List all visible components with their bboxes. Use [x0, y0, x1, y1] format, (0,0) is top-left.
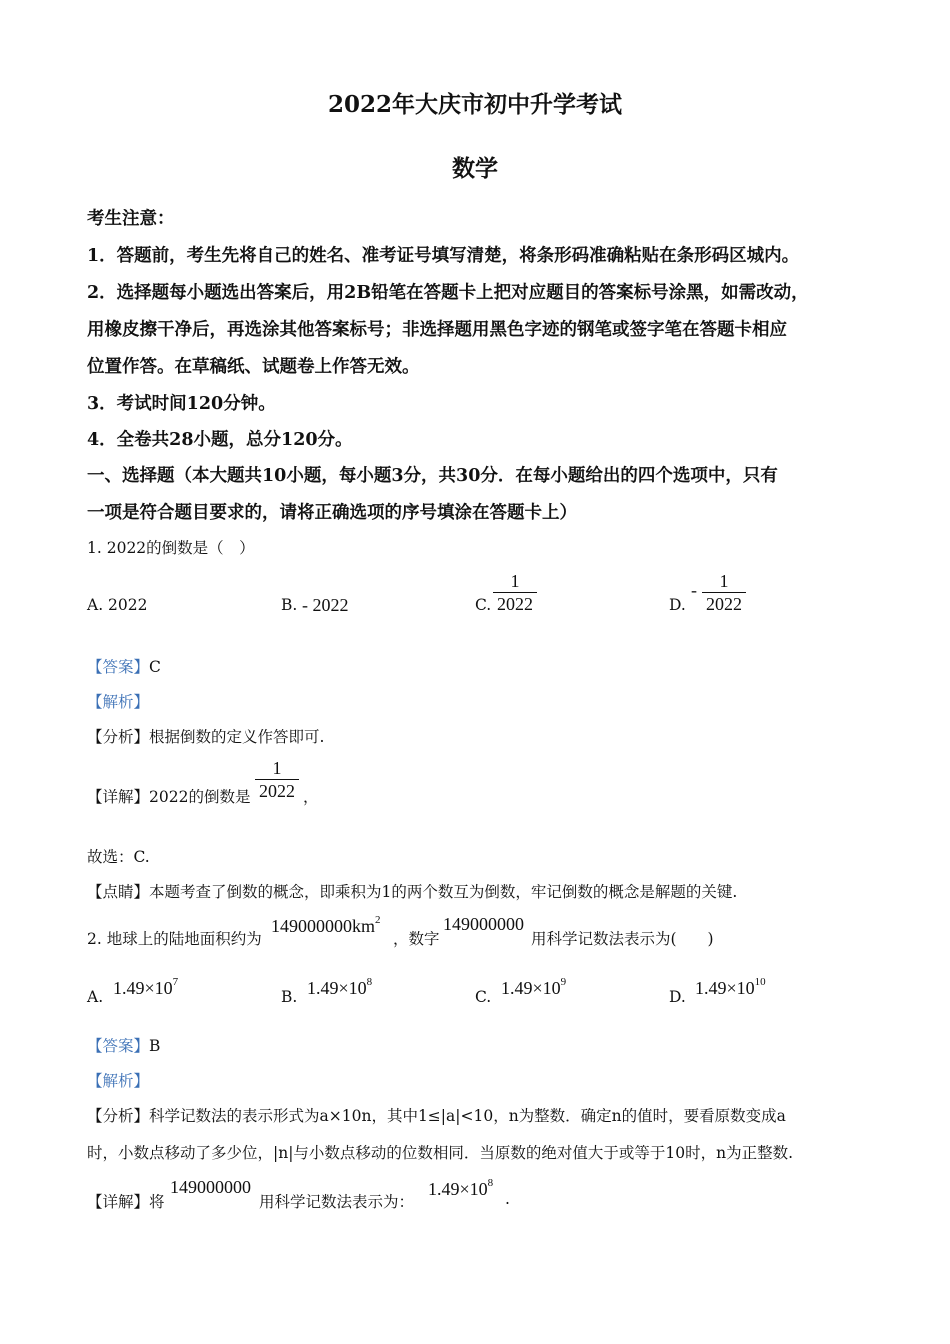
option-exponent: 10 [754, 976, 766, 988]
fenxi-tag: 【分析】 [87, 728, 150, 746]
detail-tag: 【详解】 [87, 1193, 150, 1211]
fraction-numerator: 1 [272, 758, 282, 778]
option-base: 1.49×10 [695, 978, 755, 998]
option-d-sign: - [691, 580, 697, 600]
detail-line [87, 1190, 165, 1212]
fenxi-tag: 【分析】 [87, 1107, 150, 1125]
dianjing-tag: 【点睛】 [87, 883, 150, 901]
dianjing-line [87, 880, 737, 902]
option-c-label: C. [475, 988, 492, 1006]
detail-mid: 用科学记数法表示为： [259, 1193, 415, 1211]
option-base: 1.49×10 [501, 978, 561, 998]
fenxi-line-2: 时，小数点移动了多少位，|n|与小数点移动的位数相同．当原数的绝对值大于或等于10时，n为正整数. [87, 1144, 794, 1162]
option-c-value [501, 976, 566, 999]
detail-line [87, 785, 250, 807]
fenxi-text: 科学记数法的表示形式为a×10n，其中1≤|a|<10，n为整数．确定n的值时，要看原数变成a [149, 1107, 786, 1125]
fraction-denominator: 2022 [259, 781, 295, 801]
option-exponent: 7 [172, 976, 179, 988]
fraction-numerator: 1 [719, 571, 729, 591]
answer-value: C [149, 658, 161, 676]
question-stem-post: 用科学记数法表示为( ) [531, 930, 714, 948]
answer-value: B [149, 1037, 161, 1055]
option-d-fraction [702, 570, 746, 615]
notice-item: 1．答题前，考生先将自己的姓名、准考证号填写清楚，将条形码准确粘贴在条形码区城内。 [87, 246, 800, 266]
notice-item: 3．考试时间120分钟。 [87, 394, 276, 414]
area-number: 149000000km [271, 916, 376, 936]
stem-number: 149000000 [443, 914, 524, 934]
option-a-label: A. [87, 988, 104, 1006]
section-heading: 一项是符合题目要求的，请将正确选项的序号填涂在答题卡上） [87, 503, 577, 523]
notice-heading: 考生注意： [87, 209, 175, 229]
question-stem: 1. 2022的倒数是（ ） [87, 539, 255, 557]
option-b-value: - 2022 [302, 595, 349, 615]
option-c-label: C. [475, 596, 492, 614]
fraction-denominator: 2022 [706, 594, 742, 614]
stem-area-value [271, 914, 381, 937]
section-heading: 一、选择题（本大题共10小题，每小题3分，共30分．在每小题给出的四个选项中，只有 [87, 466, 778, 486]
detail-fraction [255, 757, 299, 802]
option-exponent: 8 [366, 976, 373, 988]
option-base: 1.49×10 [113, 978, 173, 998]
detail-text: 将 [149, 1193, 165, 1211]
option-d-label: D. [669, 596, 686, 614]
answer-line [87, 1034, 160, 1056]
option-d-label: D. [669, 988, 686, 1006]
choose-line: 故选：C. [87, 848, 150, 866]
option-c-fraction [493, 570, 537, 615]
option-b-label: B. [281, 988, 298, 1006]
notice-item: 4．全卷共28小题，总分120分。 [87, 430, 353, 450]
analysis-tag: 【解析】 [87, 1072, 150, 1090]
fenxi-line [87, 1104, 786, 1126]
option-b-label: B. [281, 596, 298, 614]
notice-item: 位置作答。在草稿纸、试题卷上作答无效。 [87, 357, 420, 377]
option-exponent: 9 [560, 976, 567, 988]
analysis-tag: 【解析】 [87, 693, 150, 711]
detail-text: 2022的倒数是 [149, 788, 251, 806]
notice-item: 2．选择题每小题选出答案后，用2B铅笔在答题卡上把对应题目的答案标号涂黑，如需改动， [87, 283, 809, 303]
option-base: 1.49×10 [307, 978, 367, 998]
question-stem-pre: 2. 地球上的陆地面积约为 [87, 930, 262, 948]
exam-title: 2022年大庆市初中升学考试 [327, 91, 622, 118]
detail-tag: 【详解】 [87, 788, 150, 806]
answer-line [87, 655, 161, 677]
fenxi-line [87, 725, 324, 747]
detail-result [428, 1177, 493, 1200]
detail-end: . [505, 1190, 510, 1208]
fraction-denominator: 2022 [497, 594, 533, 614]
fenxi-text: 根据倒数的定义作答即可. [149, 728, 325, 746]
notice-item: 用橡皮擦干净后，再选涂其他答案标号；非选择题用黑色字迹的钢笔或签字笔在答题卡相应 [87, 320, 787, 340]
detail-punct: ， [303, 788, 319, 806]
fraction-numerator: 1 [510, 571, 520, 591]
answer-tag: 【答案】 [87, 1037, 150, 1055]
detail-number: 149000000 [170, 1177, 251, 1197]
option-d-value [695, 976, 766, 999]
option-a: A. 2022 [87, 596, 148, 614]
area-exponent: 2 [375, 914, 381, 926]
result-exponent: 8 [487, 1177, 494, 1189]
option-b-value [307, 976, 372, 999]
result-base: 1.49×10 [428, 1179, 488, 1199]
dianjing-text: 本题考查了倒数的概念，即乘积为1的两个数互为倒数，牢记倒数的概念是解题的关键. [149, 883, 738, 901]
question-stem-mid: ，数字 [393, 930, 440, 948]
subject-title: 数学 [452, 155, 498, 182]
option-a-value [113, 976, 178, 999]
answer-tag: 【答案】 [87, 658, 150, 676]
